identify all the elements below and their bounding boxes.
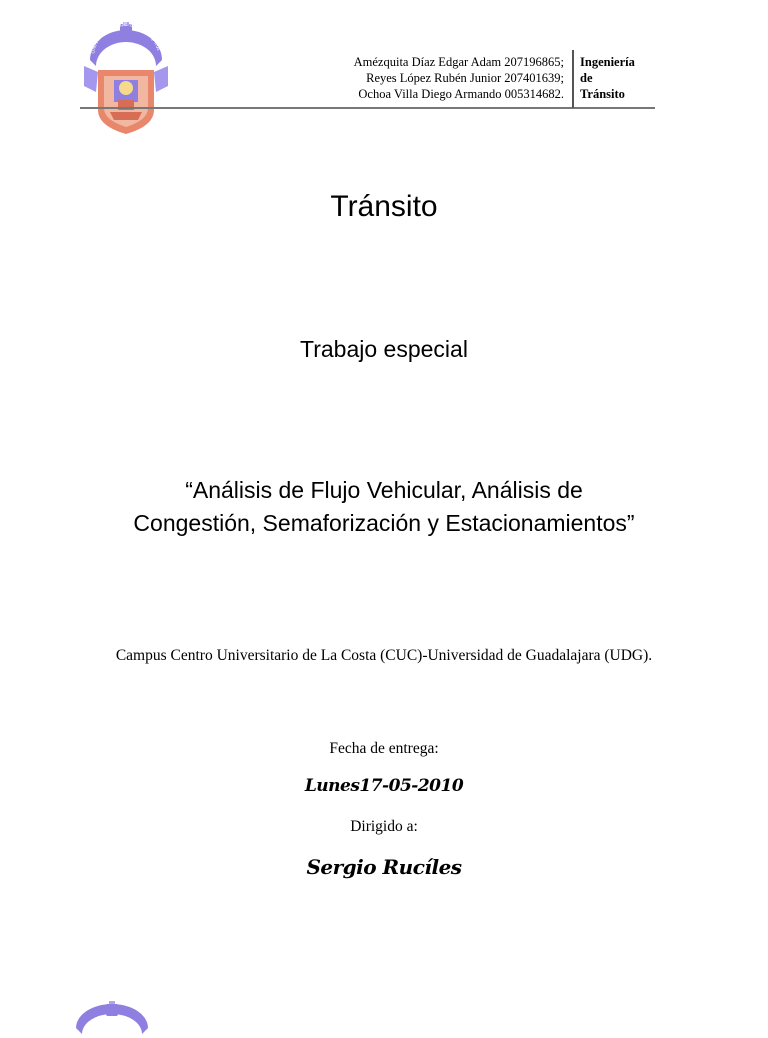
university-logo (80, 22, 172, 138)
next-page-logo (70, 998, 154, 1038)
logo-text: UNIVERSIDAD DE GUADALAJARA (90, 22, 162, 55)
course-name: Ingeniería de Tránsito (580, 55, 635, 101)
project-title: “Análisis de Flujo Vehicular, Análisis de Congestión, Semaforización y Estacionamientos” (133, 477, 635, 536)
campus-text: Campus Centro Universitario de La Costa (CUC)-Universidad de Guadalajara (UDG). (115, 647, 653, 664)
author-line: Amézquita Díaz Edgar Adam 207196865; (353, 55, 564, 69)
author-line: Reyes López Rubén Junior 207401639; (366, 71, 564, 85)
directed-value: Sergio Rucíles (306, 855, 462, 879)
date-label: Fecha de entrega: (329, 740, 439, 757)
date-value: Lunes17-05-2010 (304, 776, 464, 796)
document-title: Tránsito (330, 190, 438, 223)
authors-block (354, 54, 564, 102)
document-subtitle: Trabajo especial (300, 336, 468, 362)
header-divider (572, 50, 574, 108)
header-rule (80, 107, 655, 109)
directed-label: Dirigido a: (350, 818, 418, 835)
author-line: Ochoa Villa Diego Armando 005314682. (358, 87, 564, 101)
